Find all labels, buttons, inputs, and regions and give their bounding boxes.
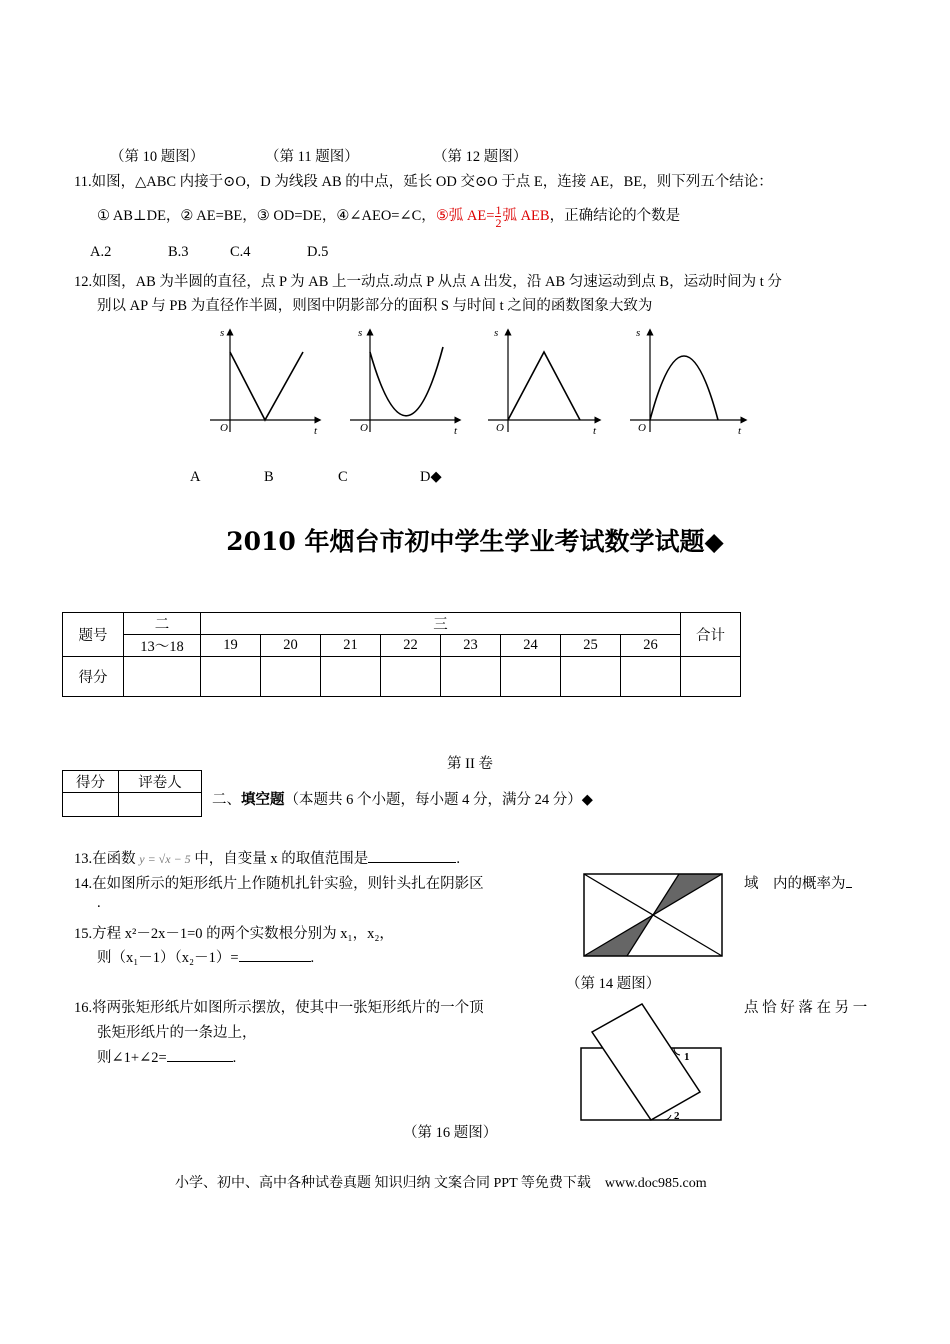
score-col: 22 xyxy=(381,635,441,657)
q11-fraction xyxy=(495,204,501,229)
q13-end: . xyxy=(456,851,460,867)
q14-dot: . xyxy=(97,895,101,911)
score-table-header-num: 题号 xyxy=(63,613,124,657)
axis-o-label: O xyxy=(360,422,368,434)
grader-score-cell[interactable] xyxy=(63,793,119,817)
q13-text-a: 13.在函数 xyxy=(74,851,136,867)
q16-answer-blank[interactable] xyxy=(167,1047,233,1062)
q11-question: ，正确结论的个数是 xyxy=(549,208,681,224)
q14-text-b xyxy=(744,872,852,893)
score-cell[interactable] xyxy=(124,657,201,697)
axis-o-label: O xyxy=(220,422,228,434)
page-title: 2010 年烟台市初中学生学业考试数学试题◆ xyxy=(226,527,724,556)
q15-text-b-span: 则（x₁－1）（x₂－1）= xyxy=(97,950,239,966)
caption-fig16: （第 16 题图） xyxy=(403,1125,498,1141)
q16-text-b: 点 恰 好 落 在 另 一 xyxy=(744,1000,868,1016)
frac-num: 1 xyxy=(495,203,502,218)
section-title: 填空题 xyxy=(241,792,285,808)
caption-fig11: （第 11 题图） xyxy=(265,149,359,165)
score-cell[interactable] xyxy=(201,657,261,697)
graph-label-b: B xyxy=(264,469,274,485)
axis-o-label: O xyxy=(638,422,646,434)
q15-answer-blank[interactable] xyxy=(239,947,311,962)
score-table-group-three: 三 xyxy=(201,613,681,635)
frac-den: 2 xyxy=(495,216,502,231)
q12-graphs xyxy=(200,322,760,447)
q11-option-c: C.4 xyxy=(230,244,251,260)
q12-line2: 别以 AP 与 PB 为直径作半圆，则图中阴影部分的面积 S 与时间 t 之间的函数图象大致为 xyxy=(97,298,653,314)
grader-name-label: 评卷人 xyxy=(119,771,202,793)
score-col: 23 xyxy=(441,635,501,657)
score-cell[interactable] xyxy=(321,657,381,697)
axis-s-label: s xyxy=(358,327,363,339)
score-table xyxy=(62,612,741,697)
axis-s-label: s xyxy=(220,327,225,339)
part-2-label: 第 II 卷 xyxy=(447,756,493,772)
score-col: 24 xyxy=(501,635,561,657)
graph-a xyxy=(210,327,318,437)
score-table-group-two: 二 xyxy=(124,613,201,635)
axis-s-label: s xyxy=(636,327,641,339)
page-footer: 小学、初中、高中各种试卷真题 知识归纳 文案合同 PPT 等免费下载 www.doc985.com xyxy=(175,1176,707,1191)
grader-name-cell[interactable] xyxy=(119,793,202,817)
q16-text-c: 张矩形纸片的一条边上， xyxy=(97,1025,257,1041)
q16-text-d xyxy=(97,1046,236,1067)
score-cell[interactable] xyxy=(681,657,741,697)
q16-figure xyxy=(580,992,724,1124)
axis-t-label: t xyxy=(314,425,318,437)
score-col: 13～18 xyxy=(124,635,201,657)
axis-o-label: O xyxy=(496,422,504,434)
q12-line1: 12.如图，AB 为半圆的直径，点 P 为 AB 上一动点.动点 P 从点 A 出发，沿 AB 匀速运动到点 B，运动时间为 t 分 xyxy=(74,274,782,290)
angle-2-label: 2 xyxy=(674,1110,680,1122)
axis-t-label: t xyxy=(593,425,597,437)
q11-conclusions: ① AB⊥DE，② AE=BE，③ OD=DE，④∠AEO=∠C， xyxy=(97,208,436,224)
q11-option-b: B.3 xyxy=(168,244,189,260)
q11-arc-text-b: 弧 AEB xyxy=(502,208,550,224)
score-cell[interactable] xyxy=(261,657,321,697)
score-cell[interactable] xyxy=(561,657,621,697)
q13-answer-blank[interactable] xyxy=(368,848,456,863)
caption-fig14: （第 14 题图） xyxy=(566,976,661,992)
score-cell[interactable] xyxy=(381,657,441,697)
q11-line2 xyxy=(97,204,680,229)
graph-d xyxy=(630,327,744,437)
caption-fig10: （第 10 题图） xyxy=(110,149,205,165)
grader-score-label: 得分 xyxy=(63,771,119,793)
score-table-total: 合计 xyxy=(681,613,741,657)
score-cell[interactable] xyxy=(441,657,501,697)
score-col: 19 xyxy=(201,635,261,657)
q11-line1: 11.如图，△ABC 内接于⊙O，D 为线段 AB 的中点，延长 OD 交⊙O 于点 E，连接 AE，BE，则下列五个结论： xyxy=(74,174,773,190)
axis-s-label: s xyxy=(494,327,499,339)
q13 xyxy=(74,847,460,868)
score-cell[interactable] xyxy=(501,657,561,697)
graph-c xyxy=(488,327,598,437)
q15-end: . xyxy=(310,950,315,966)
graph-label-a: A xyxy=(190,469,201,485)
section-desc: （本题共 6 个小题，每小题 4 分，满分 24 分）◆ xyxy=(284,792,593,808)
grader-table xyxy=(62,770,202,817)
q15-text-a: 15.方程 x²－2x－1=0 的两个实数根分别为 x₁，x₂， xyxy=(74,926,394,942)
q11-option-a: A.2 xyxy=(90,244,112,260)
q14-text-b-span: 域 内的概率为 xyxy=(744,876,846,892)
q16-text-a: 16.将两张矩形纸片如图所示摆放，使其中一张矩形纸片的一个顶 xyxy=(74,1000,484,1016)
q15-text-b xyxy=(97,946,314,967)
q11-option-d: D.5 xyxy=(307,244,329,260)
graph-label-c: C xyxy=(338,469,348,485)
score-col: 26 xyxy=(621,635,681,657)
score-col: 20 xyxy=(261,635,321,657)
section-2-heading xyxy=(212,788,593,809)
score-col: 25 xyxy=(561,635,621,657)
graph-b xyxy=(350,327,458,437)
q13-formula: y = √x − 5 xyxy=(139,852,191,866)
graph-label-d: D◆ xyxy=(420,469,442,485)
caption-fig12: （第 12 题图） xyxy=(433,149,528,165)
q16-text-d-span: 则∠1+∠2= xyxy=(97,1050,167,1066)
score-col: 21 xyxy=(321,635,381,657)
score-table-row-score: 得分 xyxy=(63,657,124,697)
q11-arc-text: ⑤弧 AE= xyxy=(435,208,495,224)
q13-text-b: 中，自变量 x 的取值范围是 xyxy=(194,851,369,867)
angle-1-label: 1 xyxy=(684,1051,690,1063)
q14-figure xyxy=(583,873,723,957)
q14-answer-blank[interactable] xyxy=(846,873,852,888)
score-cell[interactable] xyxy=(621,657,681,697)
q16-end: . xyxy=(232,1050,237,1066)
axis-t-label: t xyxy=(738,425,742,437)
q14-text-a: 14.在如图所示的矩形纸片上作随机扎针实验，则针头扎在阴影区 xyxy=(74,876,484,892)
section-prefix: 二、 xyxy=(212,792,241,808)
axis-t-label: t xyxy=(454,425,458,437)
